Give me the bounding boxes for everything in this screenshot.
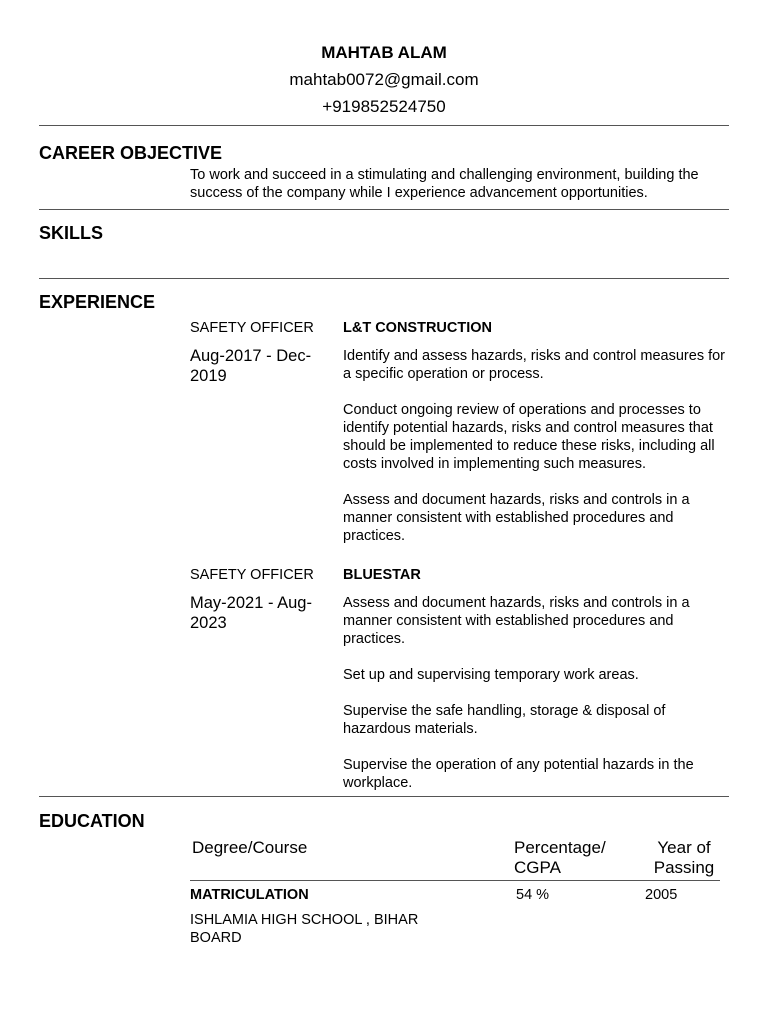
job-dates: May-2021 - Aug-2023 [190, 594, 312, 632]
education-year: 2005 [645, 887, 678, 903]
career-objective-heading: CAREER OBJECTIVE [39, 143, 223, 163]
skills-heading: SKILLS [39, 223, 104, 243]
education-table-divider [190, 880, 720, 881]
job-duty-item: Supervise the safe handling, storage & disposal of hazardous materials. [343, 703, 666, 737]
job-duty-item: Conduct ongoing review of operations and processes to identify potential hazards, risks and control measures that should be implemented to reduce these risks, including all costs involved in implementing such measures. [343, 402, 715, 472]
section-divider [39, 796, 729, 797]
education-heading: EDUCATION [39, 811, 145, 831]
education-column-degree: Degree/Course [192, 838, 308, 857]
candidate-phone: +919852524750 [322, 97, 446, 116]
education-institution: ISHLAMIA HIGH SCHOOL , BIHAR BOARD [190, 912, 419, 946]
job-duty-item: Set up and supervising temporary work areas. [343, 667, 639, 683]
section-divider [39, 209, 729, 210]
job-duties [343, 347, 735, 545]
job-company: L&T CONSTRUCTION [343, 320, 493, 336]
resume-header [0, 42, 768, 118]
job-duty-item: Assess and document hazards, risks and controls in a manner consistent with established procedures and practices. [343, 492, 690, 544]
job-duty-item: Identify and assess hazards, risks and control measures for a specific operation or process. [343, 348, 726, 382]
career-objective-text: To work and succeed in a stimulating and challenging environment, building the success of the company while I experience advancement opportunities. [190, 167, 699, 201]
job-duty-item: Supervise the operation of any potential hazards in the workplace. [343, 757, 694, 791]
section-divider [39, 278, 729, 279]
job-duty-item: Assess and document hazards, risks and controls in a manner consistent with established procedures and practices. [343, 595, 690, 647]
education-column-year: Year of Passing [653, 838, 715, 877]
section-divider [39, 125, 729, 126]
experience-heading: EXPERIENCE [39, 292, 156, 312]
job-position: SAFETY OFFICER [190, 320, 314, 336]
education-percentage: 54 % [516, 887, 550, 903]
job-duties [343, 594, 735, 792]
candidate-email: mahtab0072@gmail.com [289, 70, 479, 89]
education-column-percentage: Percentage/ CGPA [514, 838, 606, 877]
candidate-name: MAHTAB ALAM [321, 43, 447, 62]
job-dates: Aug-2017 - Dec-2019 [190, 347, 312, 385]
job-company: BLUESTAR [343, 567, 421, 583]
job-position: SAFETY OFFICER [190, 567, 314, 583]
education-degree: MATRICULATION [190, 887, 309, 903]
